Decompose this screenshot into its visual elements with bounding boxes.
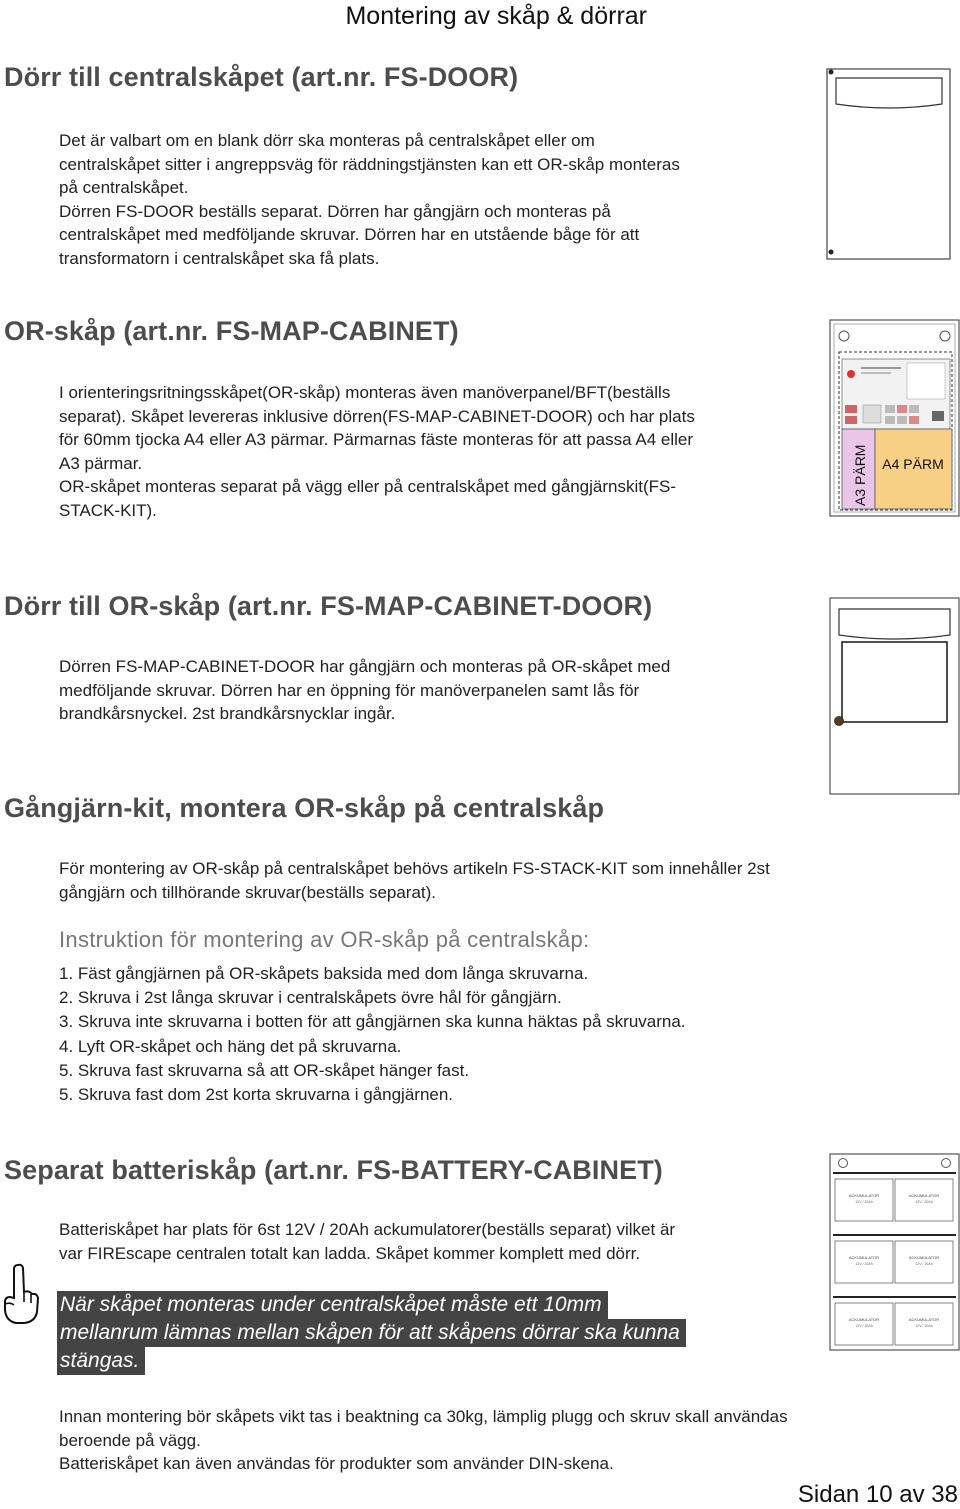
text-line: Batteriskåpet har plats för 6st 12V / 20Ah ackumulatorer(beställs separat) vilket är bbox=[59, 1220, 676, 1239]
section-title-fs-door: Dörr till centralskåpet (art.nr. FS-DOOR) bbox=[4, 62, 519, 92]
battery-spec: 12V / 20Ah bbox=[915, 1324, 933, 1328]
map-cabinet-door-illustration bbox=[829, 597, 960, 795]
list-item: 5. Skruva fast skruvarna så att OR-skåpet hänger fast. bbox=[59, 1060, 470, 1080]
text-line: medföljande skruvar. Dörren har en öppning för manöverpanelen samt lås för bbox=[59, 680, 640, 700]
note-line: mellanrum lämnas mellan skåpen för att skåpens dörrar ska kunna bbox=[57, 1319, 686, 1347]
text-line: var FIREscape centralen totalt kan ladda. Skåpet kommer komplett med dörr. bbox=[59, 1243, 641, 1263]
battery-spec: 12V / 20Ah bbox=[855, 1262, 873, 1266]
section-text-fs-door bbox=[59, 129, 819, 270]
battery-spec: 12V / 20Ah bbox=[915, 1200, 933, 1204]
a3-binder-label: A3 PÄRM bbox=[852, 444, 868, 506]
list-item: 3. Skruva inte skruvarna i botten för att gångjärnen ska kunna häktas på skruvarna. bbox=[59, 1012, 686, 1032]
instruction-steps bbox=[59, 962, 686, 1107]
text-line: centralskåpet sitter i angreppsväg för räddningstjänsten kan ett OR-skåp monteras bbox=[59, 154, 680, 174]
battery-label: ACKUMULATOR bbox=[848, 1193, 880, 1198]
note-line: stängas. bbox=[57, 1347, 145, 1375]
section-text-map-cabinet-door bbox=[59, 655, 819, 726]
page-header-title: Montering av skåp & dörrar bbox=[345, 2, 647, 30]
section-title-stack-kit: Gångjärn-kit, montera OR-skåp på centralskåp bbox=[4, 793, 605, 823]
a4-binder-label: A4 PÄRM bbox=[882, 456, 944, 472]
text-line: Dörren FS-DOOR beställs separat. Dörren har gångjärn och monteras på bbox=[59, 201, 611, 221]
text-line: Innan montering bör skåpets vikt tas i beaktning ca 30kg, lämplig plugg och skruv skall användas bbox=[59, 1407, 788, 1426]
section-title-map-cabinet: OR-skåp (art.nr. FS-MAP-CABINET) bbox=[4, 316, 459, 346]
list-item: 5. Skruva fast dom 2st korta skruvarna i gångjärnen. bbox=[59, 1085, 454, 1105]
battery-label: ACKUMULATOR bbox=[908, 1193, 940, 1198]
closing-text bbox=[59, 1405, 939, 1476]
text-line: STACK-KIT). bbox=[59, 500, 157, 520]
text-line: A3 pärmar. bbox=[59, 453, 143, 473]
list-item: 4. Lyft OR-skåpet och häng det på skruvarna. bbox=[59, 1036, 402, 1056]
text-line: för 60mm tjocka A4 eller A3 pärmar. Pärmarnas fäste monteras för att passa A4 eller bbox=[59, 430, 694, 449]
text-line: brandkårsnyckel. 2st brandkårsnycklar ingår. bbox=[59, 704, 396, 723]
text-line: gångjärn och tillhörande skruvar(beställs separat). bbox=[59, 882, 437, 902]
text-line: I orienteringsritningsskåpet(OR-skåp) monteras även manöverpanel/BFT(beställs bbox=[59, 383, 671, 402]
text-line: separat). Skåpet levereras inklusive dörren(FS-MAP-CABINET-DOOR) och har plats bbox=[59, 406, 695, 426]
text-line: OR-skåpet monteras separat på vägg eller på centralskåpet med gångjärnskit(FS- bbox=[59, 477, 677, 496]
text-line: För montering av OR-skåp på centralskåpet behövs artikeln FS-STACK-KIT som innehåller 2st bbox=[59, 859, 770, 878]
warning-note bbox=[57, 1291, 686, 1375]
battery-cabinet-illustration bbox=[829, 1153, 960, 1351]
battery-label: ACKUMULATOR bbox=[908, 1255, 940, 1260]
list-item: 2. Skruva i 2st långa skruvar i centralskåpets övre hål för gångjärn. bbox=[59, 988, 562, 1008]
battery-spec: 12V / 20Ah bbox=[915, 1262, 933, 1266]
map-cabinet-illustration bbox=[829, 319, 960, 517]
battery-spec: 12V / 20Ah bbox=[855, 1200, 873, 1204]
instruction-title: Instruktion för montering av OR-skåp på centralskåp: bbox=[59, 927, 590, 952]
battery-label: ACKUMULATOR bbox=[848, 1255, 880, 1260]
text-line: transformatorn i centralskåpet ska få plats. bbox=[59, 248, 380, 268]
section-text-battery-cabinet bbox=[59, 1218, 819, 1265]
fs-door-illustration bbox=[826, 66, 952, 262]
text-line: centralskåpet med medföljande skruvar. Dörren har en utstående båge för att bbox=[59, 225, 640, 244]
battery-label: ACKUMULATOR bbox=[908, 1317, 940, 1322]
list-item: 1. Fäst gångjärnen på OR-skåpets baksida med dom långa skruvarna. bbox=[59, 964, 589, 983]
section-text-stack-kit bbox=[59, 857, 919, 904]
text-line: Det är valbart om en blank dörr ska monteras på centralskåpet eller om bbox=[59, 131, 595, 150]
battery-label: ACKUMULATOR bbox=[848, 1317, 880, 1322]
text-line: beroende på vägg. bbox=[59, 1430, 201, 1450]
note-line: När skåpet monteras under centralskåpet måste ett 10mm bbox=[57, 1291, 608, 1319]
text-line: Batteriskåpet kan även användas för produkter som använder DIN-skena. bbox=[59, 1454, 614, 1473]
text-line: Dörren FS-MAP-CABINET-DOOR har gångjärn och monteras på OR-skåpet med bbox=[59, 657, 671, 676]
section-title-map-cabinet-door: Dörr till OR-skåp (art.nr. FS-MAP-CABINET-DOOR) bbox=[4, 591, 653, 621]
text-line: på centralskåpet. bbox=[59, 178, 189, 197]
page-number: Sidan 10 av 38 bbox=[797, 1481, 958, 1508]
battery-spec: 12V / 20Ah bbox=[855, 1324, 873, 1328]
pointing-hand-icon bbox=[2, 1262, 40, 1326]
section-text-map-cabinet bbox=[59, 381, 819, 522]
section-title-battery-cabinet: Separat batteriskåp (art.nr. FS-BATTERY-CABINET) bbox=[4, 1155, 663, 1185]
